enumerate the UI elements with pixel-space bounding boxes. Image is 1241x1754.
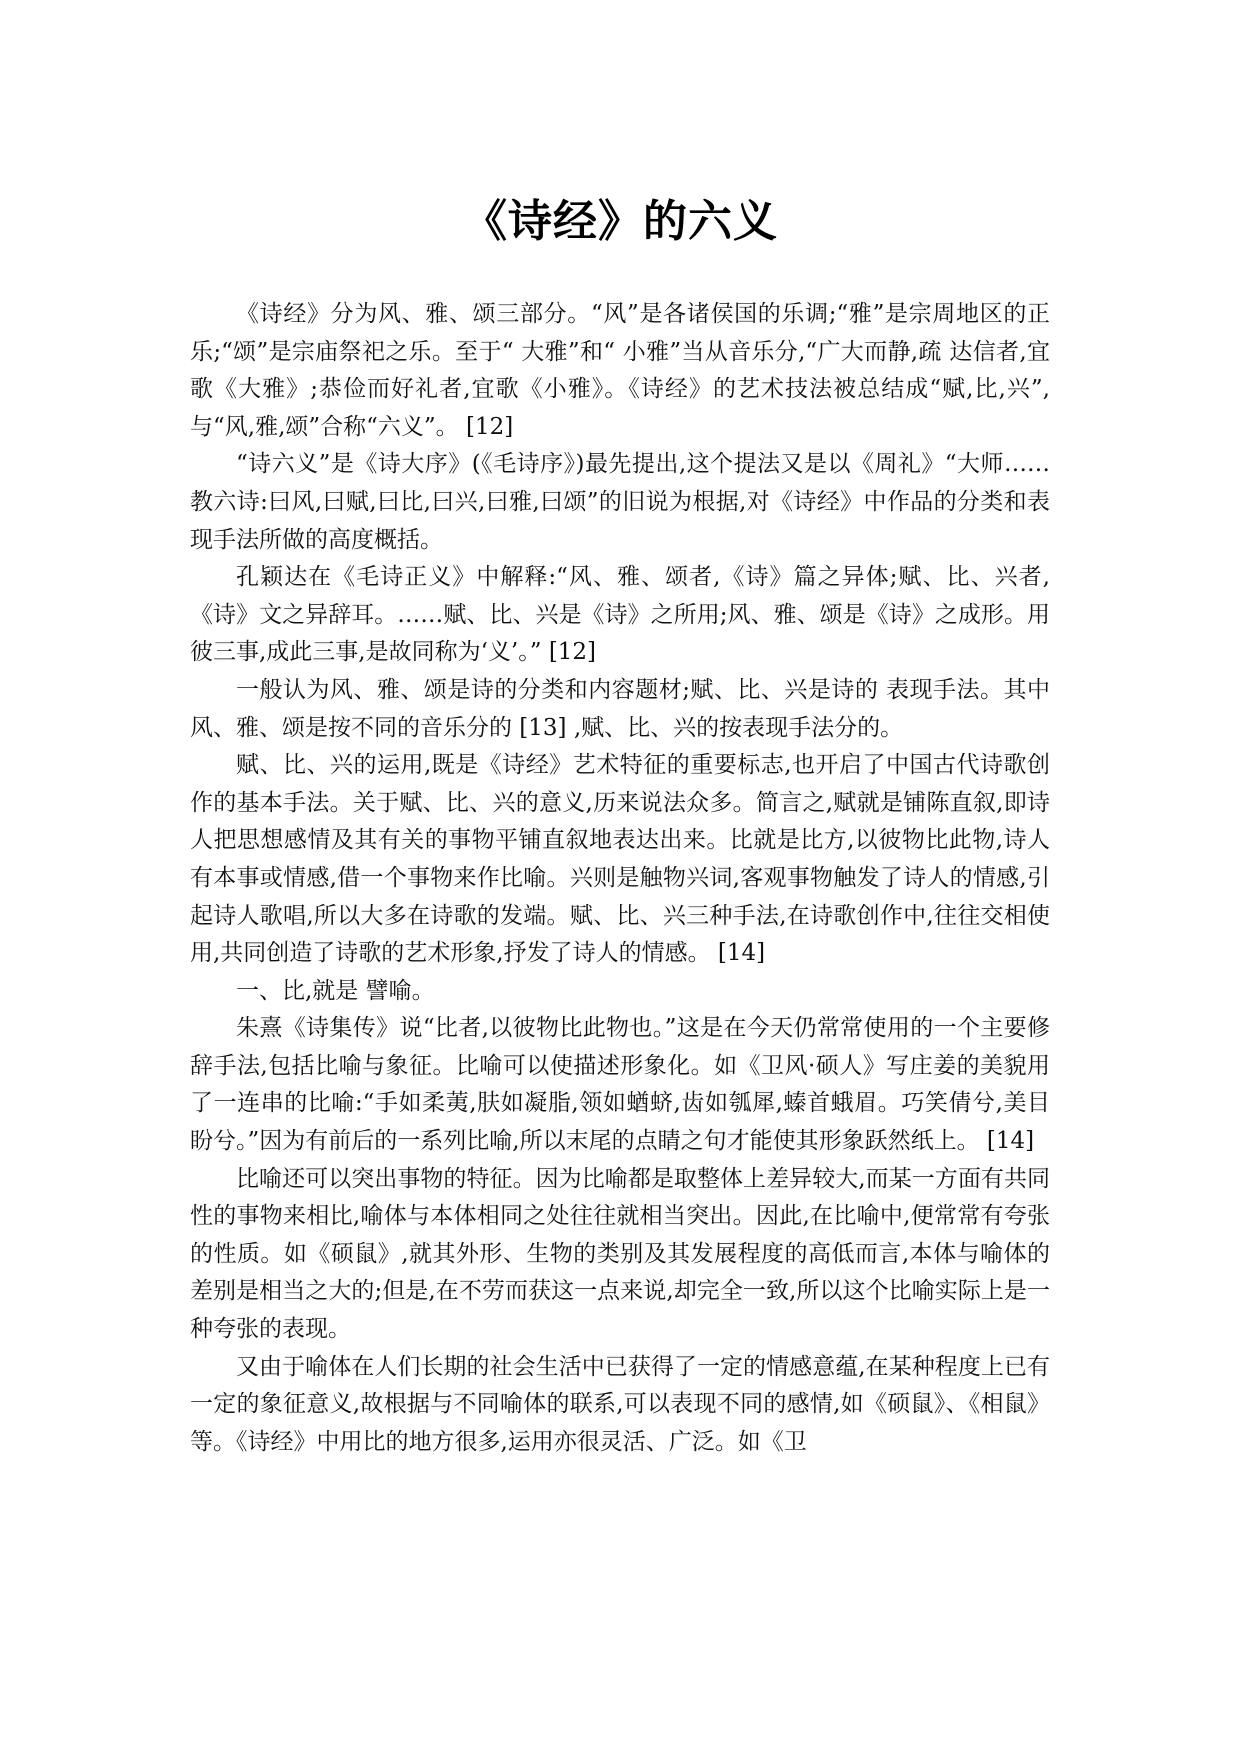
section-heading: 一、比,就是 譬喻。: [236, 977, 435, 1004]
paragraph: 一般认为风、雅、颂是诗的分类和内容题材;赋、比、兴是诗的 表现手法。其中风、雅、颂是按不同的音乐分的 [13] ,赋、比、兴的按表现手法分的。: [190, 676, 1050, 741]
paragraph: 朱熹《诗集传》说“比者,以彼物比此物也。”这是在今天仍常常使用的一个主要修辞手法,包括比喻与象征。比喻可以使描述形象化。如《卫风·硕人》写庄姜的美貌用了一连串的比喻:“手如柔荑,肤如凝脂,领如蝤蛴,齿如瓠犀,螓首蛾眉。巧笑倩兮,美目盼兮。”因为有前后的一系列比喻,所以末尾的点睛之句才能使其形象跃然纸上。 [14]: [190, 1015, 1050, 1155]
paragraph: “诗六义”是《诗大序》(《毛诗序》)最先提出,这个提法又是以《周礼》“大师……教六诗:曰风,曰赋,曰比,曰兴,曰雅,曰颂”的旧说为根据,对《诗经》中作品的分类和表现手法所做的高度概括。: [190, 451, 1050, 553]
document-title: 《诗经》的六义: [463, 196, 778, 247]
document-body: [190, 296, 1050, 1461]
paragraph: 又由于喻体在人们长期的社会生活中已获得了一定的情感意蕴,在某种程度上已有一定的象征意义,故根据与不同喻体的联系,可以表现不同的感情,如《硕鼠》、《相鼠》等。《诗经》中用比的地方很多,运用亦很灵活、广泛。如《卫: [190, 1353, 1050, 1455]
paragraph: 《诗经》分为风、雅、颂三部分。“风”是各诸侯国的乐调;“雅”是宗周地区的正乐;“颂”是宗庙祭祀之乐。至于“ 大雅”和“ 小雅”当从音乐分,“广大而静,疏 达信者,宜歌《大雅》;恭俭而好礼者,宜歌《小雅》。《诗经》的艺术技法被总结成“赋,比,兴”,与“风,雅,颂”合称“六义”。 [12]: [190, 301, 1050, 440]
paragraph: 赋、比、兴的运用,既是《诗经》艺术特征的重要标志,也开启了中国古代诗歌创作的基本手法。关于赋、比、兴的意义,历来说法众多。简言之,赋就是铺陈直叙,即诗人把思想感情及其有关的事物平铺直叙地表达出来。比就是比方,以彼物比此物,诗人有本事或情感,借一个事物来作比喻。兴则是触物兴词,客观事物触发了诗人的情感,引起诗人歌唱,所以大多在诗歌的发端。赋、比、兴三种手法,在诗歌创作中,往往交相使用,共同创造了诗歌的艺术形象,抒发了诗人的情感。 [14]: [190, 752, 1050, 967]
paragraph: 孔颖达在《毛诗正义》中解释:“风、雅、颂者,《诗》篇之异体;赋、比、兴者,《诗》文之异辞耳。……赋、比、兴是《诗》之所用;风、雅、颂是《诗》之成形。用彼三事,成此三事,是故同称为‘义’。” [12]: [190, 564, 1050, 666]
paragraph: 比喻还可以突出事物的特征。因为比喻都是取整体上差异较大,而某一方面有共同性的事物来相比,喻体与本体相同之处往往就相当突出。因此,在比喻中,便常常有夸张的性质。如《硕鼠》,就其外形、生物的类别及其发展程度的高低而言,本体与喻体的差别是相当之大的;但是,在不劳而获这一点来说,却完全一致,所以这个比喻实际上是一种夸张的表现。: [190, 1165, 1050, 1343]
